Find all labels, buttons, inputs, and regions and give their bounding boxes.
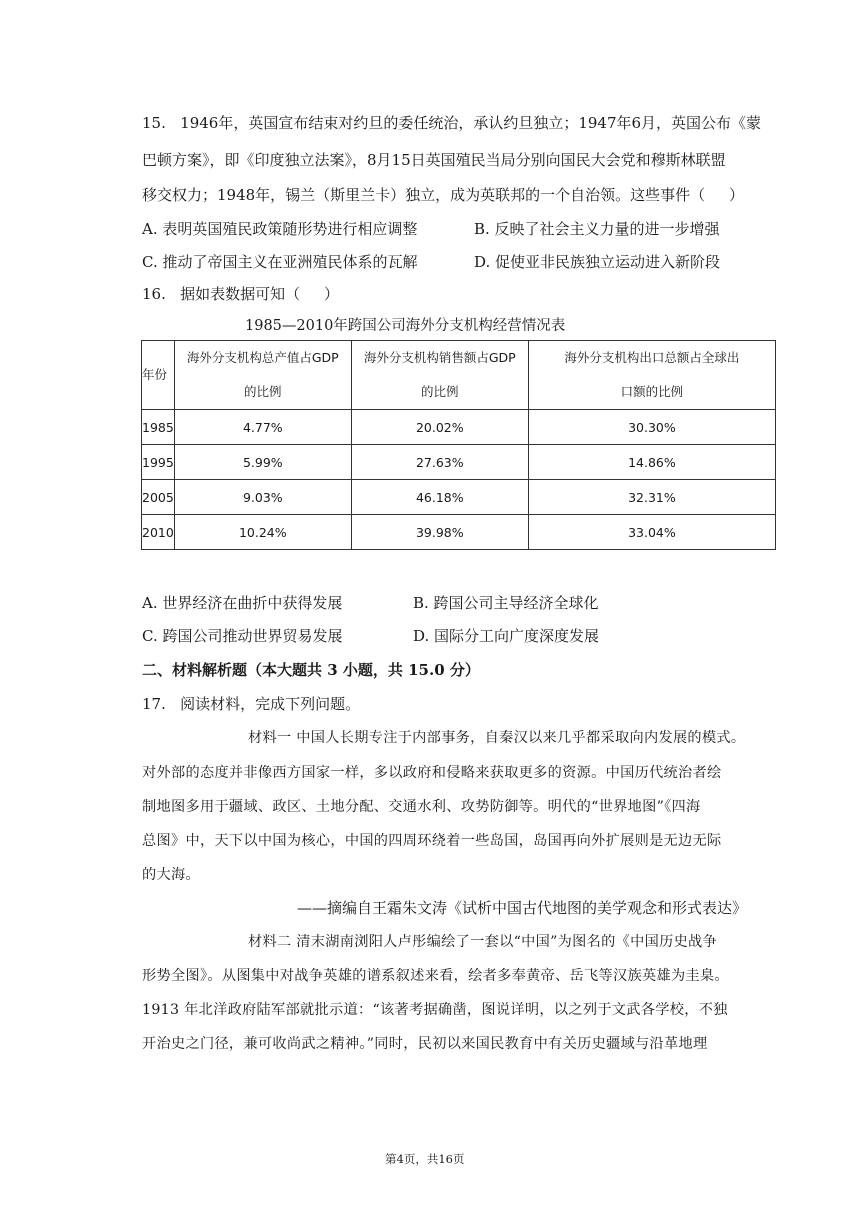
cell-year: 1995: [142, 445, 175, 480]
material-1-line-1: 材料一 中国人长期专注于内部事务，自秦汉以来几乎都采取向内发展的模式。: [248, 730, 746, 746]
material-1-line-4: 总图》中，天下以中国为核心，中国的四周环绕着一些岛国，岛国再向外扩展则是无边无际: [142, 833, 722, 849]
material-1-line-2: 对外部的态度并非像西方国家一样，多以政府和侵略来获取更多的资源。中国历代统治者绘: [142, 765, 722, 781]
q15-option-a[interactable]: A. 表明英国殖民政策随形势进行相应调整: [142, 220, 418, 238]
material-1-line-5: 的大海。: [142, 867, 200, 883]
material-1-line-3: 制地图多用于疆域、政区、土地分配、交通水利、攻势防御等。明代的“世界地图”《四海: [142, 799, 701, 815]
cell-year: 2005: [142, 480, 175, 515]
table-row: [142, 515, 776, 550]
header-sales-gdp: 海外分支机构销售额占GDP 的比例: [351, 341, 528, 410]
material-2-line-4: 开治史之门径，兼可收尚武之精神。”同时，民初以来国民教育中有关历史疆域与沿革地理: [142, 1036, 708, 1052]
cell-year: 2010: [142, 515, 175, 550]
table-row: [142, 410, 776, 445]
cell-export: 30.30%: [528, 410, 775, 445]
cell-output: 5.99%: [174, 445, 351, 480]
cell-sales: 20.02%: [351, 410, 528, 445]
header-export-share: 海外分支机构出口总额占全球出 口额的比例: [528, 341, 775, 410]
material-2-line-1: 材料二 清末湖南浏阳人卢彤编绘了一套以“中国”为图名的《中国历史战争: [248, 934, 718, 950]
material-2-line-3: 1913 年北洋政府陆军部就批示道：“该著考据确凿，图说详明，以之列于文武各学校，不独: [142, 1002, 728, 1018]
q16-option-a[interactable]: A. 世界经济在曲折中获得发展: [142, 594, 343, 612]
material-2-line-2: 形势全图》。从图集中对战争英雄的谱系叙述来看，绘者多奉黄帝、岳飞等汉族英雄为圭臬。: [142, 968, 729, 984]
cell-export: 14.86%: [528, 445, 775, 480]
q15-line-1: 15. 1946年，英国宣布结束对约旦的委任统治，承认约旦独立；1947年6月，英国公布《蒙: [142, 114, 762, 132]
table-row: [142, 480, 776, 515]
operations-table: [141, 340, 776, 550]
table-row: [142, 445, 776, 480]
cell-export: 33.04%: [528, 515, 775, 550]
cell-sales: 46.18%: [351, 480, 528, 515]
q15-line-3: 移交权力；1948年，锡兰（斯里兰卡）独立，成为英联邦的一个自治领。这些事件（ ）: [142, 186, 745, 204]
cell-output: 9.03%: [174, 480, 351, 515]
q15-option-b[interactable]: B. 反映了社会主义力量的进一步增强: [474, 220, 720, 238]
q17-stem: 17. 阅读材料，完成下列问题。: [142, 695, 361, 713]
cell-output: 10.24%: [174, 515, 351, 550]
cell-sales: 39.98%: [351, 515, 528, 550]
q15-line-2: 巴顿方案》，即《印度独立法案》，8月15日英国殖民当局分别向国民大会党和穆斯林联盟: [142, 151, 726, 169]
q16-stem: 16. 据如表数据可知（ ）: [142, 285, 340, 303]
section-heading: 二、材料解析题（本大题共 3 小题，共 15.0 分）: [142, 661, 480, 679]
q16-option-d[interactable]: D. 国际分工向广度深度发展: [413, 627, 600, 645]
q15-option-d[interactable]: D. 促使亚非民族独立运动进入新阶段: [474, 253, 721, 271]
cell-year: 1985: [142, 410, 175, 445]
cell-export: 32.31%: [528, 480, 775, 515]
page-footer: 第4页，共16页: [385, 1152, 465, 1166]
q16-option-c[interactable]: C. 跨国公司推动世界贸易发展: [142, 627, 343, 645]
q15-option-c[interactable]: C. 推动了帝国主义在亚洲殖民体系的瓦解: [142, 253, 418, 271]
header-year: 年份: [142, 341, 175, 410]
cell-output: 4.77%: [174, 410, 351, 445]
material-1-source: ——摘编自王霜朱文涛《试析中国古代地图的美学观念和形式表达》: [297, 899, 748, 917]
q16-option-b[interactable]: B. 跨国公司主导经济全球化: [413, 594, 599, 612]
table-title: 1985—2010年跨国公司海外分支机构经营情况表: [245, 318, 566, 334]
cell-sales: 27.63%: [351, 445, 528, 480]
table-header-row: [142, 341, 776, 410]
header-output-gdp: 海外分支机构总产值占GDP 的比例: [174, 341, 351, 410]
